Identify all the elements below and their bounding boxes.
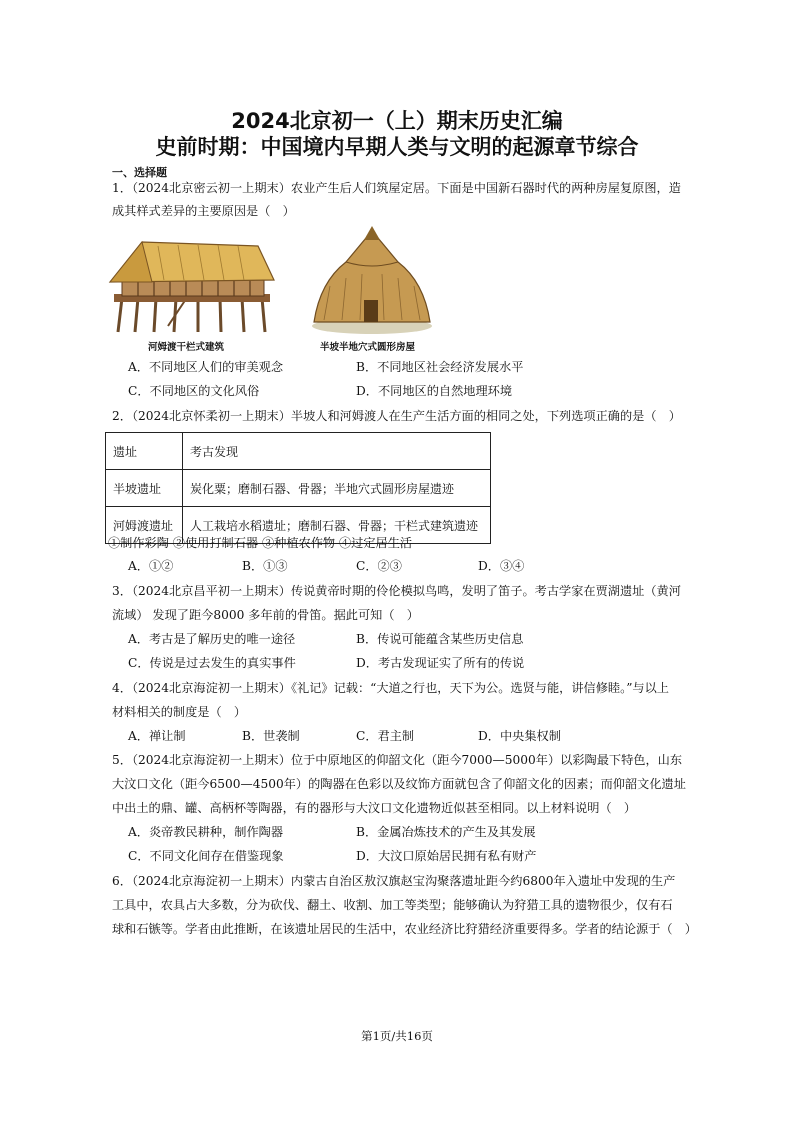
section-heading: 一、选择题: [112, 166, 167, 179]
page-number: 第1页/共16页: [361, 1029, 433, 1043]
q5-stem-line2: 大汶口文化（距今6500—4500年）的陶器在色彩以及纹饰方面就包含了仰韶文化的因素；而仰韶文化遗址: [112, 777, 686, 791]
table-cell: 遗址: [106, 433, 183, 470]
document-title: 2024北京初一（上）期末历史汇编: [231, 109, 563, 133]
q1-option-d: D．不同地区的自然地理环境: [356, 384, 513, 398]
q5-option-c: C．不同文化间存在借鉴现象: [128, 849, 284, 863]
q1-stem-line1: 1．（2024北京密云初一上期末）农业产生后人们筑屋定居。下面是中国新石器时代的两种房屋复原图，造: [112, 181, 681, 195]
q2-option-b: B．①③: [242, 559, 288, 573]
q1-option-b: B．不同地区社会经济发展水平: [356, 360, 524, 374]
table-cell: 炭化粟；磨制石器、骨器；半地穴式圆形房屋遗迹: [183, 470, 491, 507]
document-subtitle: 史前时期：中国境内早期人类与文明的起源章节综合: [155, 135, 639, 159]
caption-stilt-house: 河姆渡干栏式建筑: [148, 342, 225, 353]
q4-option-a: A．禅让制: [128, 729, 186, 743]
q6-stem-line2: 工具中，农具占大多数，分为砍伐、翻土、收割、加工等类型；能够确认为狩猎工具的遗物很少，仅有石: [112, 898, 673, 912]
q5-option-b: B．金属冶炼技术的产生及其发展: [356, 825, 536, 839]
q4-stem-line1: 4．（2024北京海淀初一上期末）《礼记》记载：“大道之行也，天下为公。选贤与能，讲信修睦。”与以上: [112, 681, 669, 695]
q5-stem-line3: 中出土的鼎、罐、高柄杯等陶器，有的器形与大汶口文化遗物近似甚至相同。以上材料说明（ ）: [112, 801, 637, 815]
q3-option-c: C．传说是过去发生的真实事件: [128, 656, 296, 670]
caption-round-hut: 半坡半地穴式圆形房屋: [320, 342, 416, 353]
q6-stem-line3: 球和石镞等。学者由此推断，在该遗址居民的生活中，农业经济比狩猎经济重要得多。学者的结论源于（ ）: [112, 922, 697, 936]
table-cell: 人工栽培水稻遗址；磨制石器、骨器；干栏式建筑遗迹: [183, 507, 491, 544]
q2-option-c: C．②③: [356, 559, 402, 573]
q4-stem-line2: 材料相关的制度是（ ）: [112, 705, 247, 719]
q1-option-a: A．不同地区人们的审美观念: [128, 360, 284, 374]
table-row: [106, 433, 491, 470]
q5-stem-line1: 5．（2024北京海淀初一上期末）位于中原地区的仰韶文化（距今7000—5000年）以彩陶最下特色，山东: [112, 753, 683, 767]
q4-option-d: D．中央集权制: [478, 729, 561, 743]
table-cell: 考古发现: [183, 433, 491, 470]
q3-stem-line1: 3．（2024北京昌平初一上期末）传说黄帝时期的伶伦模拟鸟鸣，发明了笛子。考古学家在贾湖遗址（黄河: [112, 584, 681, 598]
q6-stem-line1: 6．（2024北京海淀初一上期末）内蒙古自治区敖汉旗赵宝沟聚落遗址距今约6800年入遗址中发现的生产: [112, 874, 676, 888]
q4-option-c: C．君主制: [356, 729, 415, 743]
q4-option-b: B．世袭制: [242, 729, 300, 743]
q2-option-a: A．①②: [128, 559, 174, 573]
q5-option-d: D．大汶口原始居民拥有私有财产: [356, 849, 537, 863]
q3-option-d: D．考古发现证实了所有的传说: [356, 656, 525, 670]
q3-stem-line2: 流域） 发现了距今8000 多年前的骨笛。据此可知（ ）: [112, 608, 419, 622]
q3-option-a: A．考古是了解历史的唯一途径: [128, 632, 296, 646]
q2-site-table: [105, 432, 491, 544]
q3-option-b: B．传说可能蕴含某些历史信息: [356, 632, 524, 646]
q5-option-a: A．炎帝教民耕种，制作陶器: [128, 825, 284, 839]
table-row: [106, 470, 491, 507]
q1-option-c: C．不同地区的文化风俗: [128, 384, 260, 398]
round-hut-illustration: [306, 226, 438, 336]
q1-stem-line2: 成其样式差异的主要原因是（ ）: [112, 204, 295, 218]
table-cell: 半坡遗址: [106, 470, 183, 507]
q2-stem-line1: 2．（2024北京怀柔初一上期末）半坡人和河姆渡人在生产生活方面的相同之处，下列选项正确的是（ ）: [112, 409, 681, 423]
table-cell: 河姆渡遗址: [106, 507, 183, 544]
q2-option-d: D．③④: [478, 559, 525, 573]
stilt-house-illustration: [108, 236, 276, 336]
q2-statements: ①制作彩陶 ②使用打制石器 ③种植农作物 ④过定居生活: [108, 536, 413, 550]
